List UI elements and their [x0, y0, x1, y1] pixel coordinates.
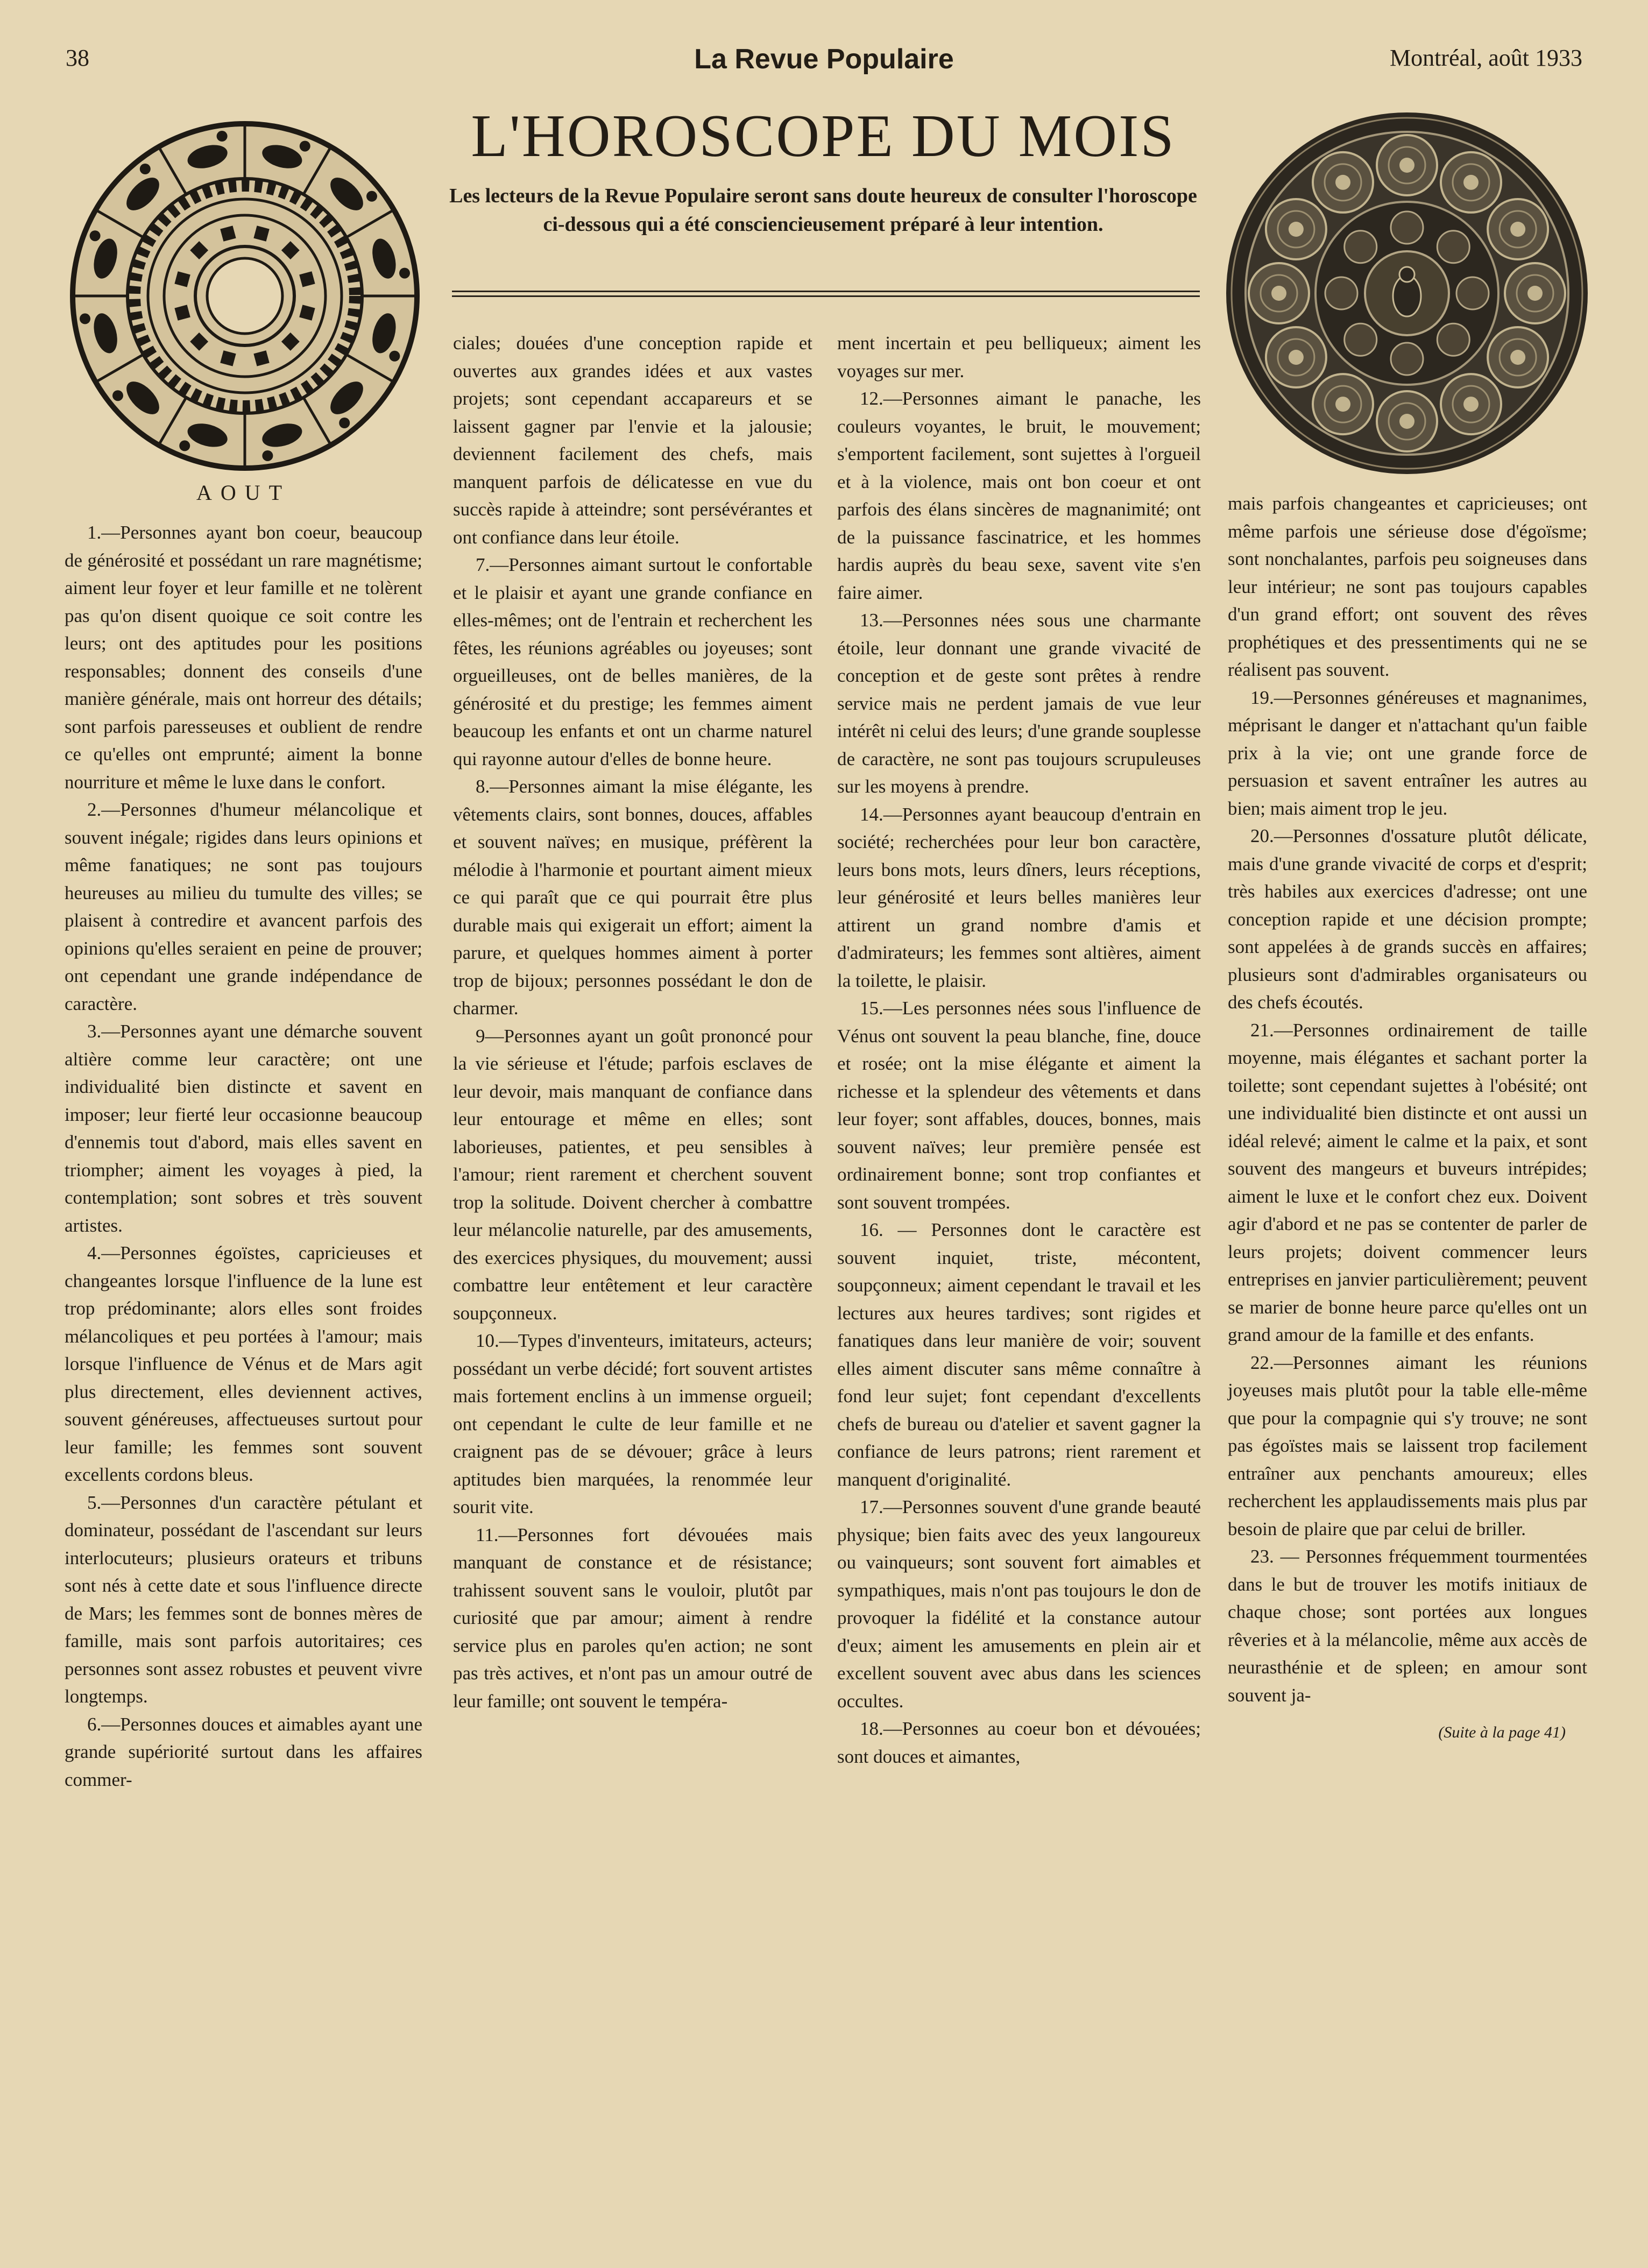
masthead: La Revue Populaire	[694, 44, 954, 75]
text-column-4	[1228, 490, 1587, 1747]
text-column-3	[837, 329, 1201, 1770]
horoscope-entry: 16. — Personnes dont le caractère est souvent inquiet, triste, mécontent, soupçonneux; aiment cependant le travail et les lectures aux heures tardives; sont rigides et fanatiques dans leur manière de voir; souvent elles aiment discuter sans même connaître à fond leur sujet; font cependant d'excellents chefs de bureau ou d'atelier et savent gagner la confiance de leurs patrons; rient rarement et manquent d'originalité.	[837, 1219, 1201, 1490]
horoscope-entry: 17.—Personnes souvent d'une grande beauté physique; bien faits avec des yeux langoureux ou vainqueurs; sont souvent fort aimables et sympathiques, mais n'ont pas toujours le don de provoquer la fidélité et la constance autour d'eux; aiment les amusements en plein air et excellent souvent avec abus dans les sciences occultes.	[837, 1496, 1201, 1712]
horoscope-entry: 18.—Personnes au coeur bon et dévouées; sont douces et aimantes,	[837, 1718, 1201, 1767]
page-number: 38	[66, 45, 89, 71]
horoscope-entry: ciales; douées d'une conception rapide et ouvertes aux grandes idées et aux vastes projets; sont cependant accapareurs et se laissent gagner par l'envie et la jalousie; deviennent facilement des chefs, mais manquent parfois de délicatesse en vue du succès rapide à atteindre; sont persévérantes et ont confiance dans leur étoile.	[453, 333, 812, 548]
medallion-zodiac-wheel-image	[1224, 110, 1590, 476]
horoscope-entry: mais parfois changeantes et capricieuses; ont même parfois une sérieuse dose d'égoïsme; sont nonchalantes, parfois peu soigneuses dans leur intérieur; ne sont pas toujours capables d'un grand effort; ont souvent des rêves prophétiques et des pressentiments qui ne se réalisent pas souvent.	[1228, 493, 1587, 680]
horoscope-entry: 8.—Personnes aimant la mise élégante, les vêtements clairs, sont bonnes, douces, affables et souvent naïves; en musique, préfèrent la mélodie à l'harmonie et pourtant aiment mieux ce qui paraît que ce qui pourrait être plus durable mais qui exigerait un effort; aiment la parure, et quelques hommes aiment à porter trop de bijoux; personnes possédant le don de charmer.	[453, 776, 812, 1019]
horoscope-entry: 12.—Personnes aimant le panache, les couleurs voyantes, le bruit, le mouvement; s'emportent facilement, sont sujettes à l'orgueil et à la violence, mais ont bon coeur et ont parfois des élans sincères de magnanimité; ont de la puissance fascinatrice, et les hommes hardis auprès du beau sexe, savent vite s'en faire aimer.	[837, 388, 1201, 603]
title-rule	[452, 291, 1200, 297]
horoscope-entry: 15.—Les personnes nées sous l'influence de Vénus ont souvent la peau blanche, fine, douce et rosée; ont la mise élégante et aiment la richesse et la splendeur des vêtements et dans leur foyer; sont affables, douces, bonnes, mais souvent naïves; leur première pensée est ordinairement bonne; sont trop confiantes et sont souvent trompées.	[837, 998, 1201, 1213]
horoscope-entry: 7.—Personnes aimant surtout le confortable et le plaisir et ayant une grande confiance en elles-mêmes; ont de l'entrain et recherchent les fêtes, les réunions agréables ou joyeuses; sont orgueilleuses, ont de belles manières, de la générosité et du prestige; les femmes aiment beaucoup les enfants et ont un charme naturel qui rayonne autour d'elles de bonne heure.	[453, 554, 812, 769]
horoscope-entry: 19.—Personnes généreuses et magnanimes, méprisant le danger et n'attachant qu'un faible prix à la vie; ont une grande force de persuasion et savent entraîner les autres au bien; mais aiment trop le jeu.	[1228, 687, 1587, 819]
horoscope-entry: 9—Personnes ayant un goût prononcé pour la vie sérieuse et l'étude; parfois esclaves de leur devoir, mais manquant de confiance dans leur entourage et même en elles; sont laborieuses, patientes, et peu sensibles à l'amour; rient rarement et cherchent souvent trop la solitude. Doivent chercher à combattre leur mélancolie naturelle, par des amusements, des exercices physiques, du mouvement; aussi combattre leur entêtement et leur caractère soupçonneux.	[453, 1025, 812, 1324]
horoscope-entry: 14.—Personnes ayant beaucoup d'entrain en société; recherchées pour leur bon caractère, leurs bons mots, leurs dîners, leurs réceptions, leur générosité et leurs belles manières leur attirent un grand nombre d'amis et d'admirateurs; les femmes sont altières, aiment la toilette, le plaisir.	[837, 803, 1201, 991]
dateline: Montréal, août 1933	[1389, 45, 1582, 71]
text-column-2	[453, 329, 812, 1715]
horoscope-entry: 1.—Personnes ayant bon coeur, beaucoup de générosité et possédant un rare magnétisme; aiment leur foyer et leur famille et ne tolèrent pas qu'on disent quoique ce soit contre les leurs; ont des aptitudes pour les positions responsables; donnent des conseils d'une manière générale, mais ont horreur des détails; sont parfois paresseuses et oublient de rendre ce qu'elles ont emprunté; aiment la bonne nourriture et même le luxe dans le confort.	[65, 522, 422, 793]
horoscope-entry: 10.—Types d'inventeurs, imitateurs, acteurs; possédant un verbe décidé; fort souvent artistes mais fortement enclins à un immense orgueil; ont cependant le culte de leur famille et ne craignent pas de se dévouer; grâce à leurs aptitudes bien marquées, la renommée leur sourit vite.	[453, 1330, 812, 1517]
horoscope-entry: 21.—Personnes ordinairement de taille moyenne, mais élégantes et sachant porter la toilette; sont cependant sujettes à l'obésité; ont une individualité bien distincte et ont aussi un idéal relevé; aiment le calme et la paix, et sont souvent des mangeurs et buveurs intrépides; aiment le luxe et le confort chez eux. Doivent agir d'abord et ne pas se contenter de parler de leurs projets; doivent commencer leurs entreprises en janvier particulièrement; peuvent se marier de bonne heure parce qu'elles ont un grand amour de la famille et des enfants.	[1228, 1019, 1587, 1345]
horoscope-entry: 22.—Personnes aimant les réunions joyeuses mais plutôt pour la table elle-même que pour la compagnie qui s'y trouve; ne sont pas égoïstes mais se laissent trop facilement entraîner aux penchants amoureux; elles recherchent les applaudissements mais plus par besoin de plaire que par celui de briller.	[1228, 1352, 1587, 1539]
horoscope-entry: 3.—Personnes ayant une démarche souvent altière comme leur caractère; ont une individualité bien distincte et savent en imposer; leur fierté leur occasionne beaucoup d'ennemis tout d'abord, mais elles savent en triompher; aiment les voyages à pied, la contemplation; sont sobres et très souvent artistes.	[65, 1021, 422, 1236]
horoscope-entry: 13.—Personnes nées sous une charmante étoile, leur donnant une grande vivacité de conception et de geste sont prêtes à rendre service mais ne perdent jamais de vue leur intérêt ni celui des leurs; d'une grande souplesse de caractère, ne sont pas toujours scrupuleuses sur les moyens à prendre.	[837, 610, 1201, 797]
horoscope-entry: 11.—Personnes fort dévouées mais manquant de constance et de résistance; trahissent souvent sans le vouloir, plutôt par curiosité que par amour; aiment à rendre service plus en paroles qu'en action; ne sont pas très actives, et n'ont pas un amour outré de leur famille; ont souvent le tempéra-	[453, 1524, 812, 1712]
horoscope-entry: 23. — Personnes fréquemment tourmentées dans le but de trouver les motifs initiaux de chaque chose; sont portées aux longues rêveries et à la mélancolie, même aux accès de neurasthénie et de spleen; en amour sont souvent ja-	[1228, 1546, 1587, 1706]
horoscope-entry: 6.—Personnes douces et aimables ayant une grande supériorité surtout dans les affaires commer-	[65, 1713, 422, 1790]
horoscope-entry: ment incertain et peu belliqueux; aiment les voyages sur mer.	[837, 333, 1201, 381]
horoscope-entry: 5.—Personnes d'un caractère pétulant et dominateur, possédant de l'ascendant sur leurs interlocuteurs; plusieurs orateurs et tribuns sont nés à cette date et sous l'influence directe de Mars; les femmes sont de bonnes mères de famille, mais sont parfois autoritaires; ces personnes sont assez robustes et peuvent vivre longtemps.	[65, 1492, 422, 1707]
text-column-1	[65, 519, 422, 1793]
horoscope-entry: 4.—Personnes égoïstes, capricieuses et changeantes lorsque l'influence de la lune est trop prédominante; alors elles sont froides mélancoliques et peu portées à l'amour; mais lorsque l'influence de Vénus et de Mars agit plus directement, elles deviennent actives, souvent généreuses, affectueuses surtout pour leur famille; les femmes sont souvent excellents cordons bleus.	[65, 1242, 422, 1485]
continuation-note: (Suite à la page 41)	[1438, 1723, 1566, 1741]
article-intro: Les lecteurs de la Revue Populaire seront sans doute heureux de consulter l'horoscope ci-dessous qui a été consciencieusement préparé à leur intention.	[449, 185, 1197, 236]
chinese-zodiac-wheel-image	[70, 121, 420, 471]
horoscope-entry: 20.—Personnes d'ossature plutôt délicate, mais d'une grande vivacité de corps et d'esprit; très habiles aux exercices d'adresse; ont une conception rapide et une décision prompte; sont appelées à de grands succès en affaires; plusieurs sont d'admirables organisateurs ou des chefs écoutés.	[1228, 825, 1587, 1013]
article-title: L'HOROSCOPE DU MOIS	[471, 103, 1176, 169]
horoscope-entry: 2.—Personnes d'humeur mélancolique et souvent inégale; rigides dans leurs opinions et même fanatiques; ne sont pas toujours heureuses au milieu du tumulte des villes; se plaisent à contredire et avancent parfois des opinions qu'elles seraient en peine de prouver; ont cependant une grande indépendance de caractère.	[65, 799, 422, 1014]
month-heading: AOUT	[196, 481, 291, 505]
